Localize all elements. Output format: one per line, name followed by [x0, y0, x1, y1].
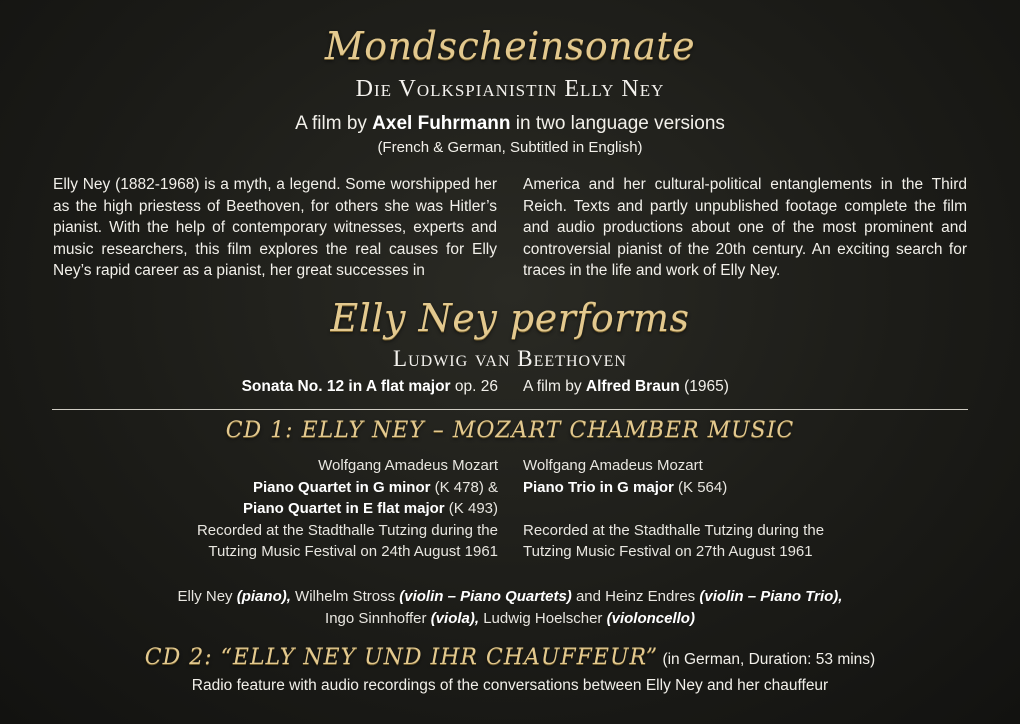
performers-line2: [0, 608, 1020, 630]
byline: [0, 113, 1020, 135]
film-director: Alfred Braun: [585, 378, 680, 395]
sonata-info: [52, 378, 498, 396]
film-credit: [523, 378, 729, 396]
cd1-left-composer: Wolfgang Amadeus Mozart: [318, 457, 498, 474]
cd1-right-column: [523, 455, 969, 563]
performer-stross-role: (violin – Piano Quartets): [399, 588, 572, 605]
cd1-right-recorded-line2: Tutzing Music Festival on 27th August 1961: [523, 543, 813, 560]
performer-ney: Elly Ney: [177, 588, 237, 605]
cd2-heading: [0, 645, 1020, 670]
cd1-left-work1: [52, 477, 498, 499]
byline-prefix: A film by: [295, 113, 373, 134]
description-column-left: Elly Ney (1882-1968) is a myth, a legend. Some worshipped her as the high priestess of Beethoven, for others she was Hitler’s pianist. With the help of contemporary witnesses, experts and music researchers, this film explores the real causes for Elly Ney’s rapid career as a pianist, her great successes in: [53, 176, 497, 279]
cd2-title: CD 2: “ELLY NEY UND IHR CHAUFFEUR”: [144, 645, 659, 670]
language-note: (French & German, Subtitled in English): [377, 139, 643, 156]
performers-line1: [0, 586, 1020, 608]
cd1-title: CD 1: ELLY NEY – MOZART CHAMBER MUSIC: [225, 418, 795, 443]
performer-hoelscher: Ludwig Hoelscher: [479, 610, 607, 627]
film-year: (1965): [679, 378, 729, 395]
cd1-left-work2-title: Piano Quartet in E flat major: [242, 500, 445, 517]
film-credit-prefix: A film by: [523, 378, 586, 395]
performer-hoelscher-role: (violoncello): [606, 610, 695, 627]
cd1-left-recorded-line1: Recorded at the Stadthalle Tutzing during the: [196, 521, 498, 539]
cd1-right-composer: Wolfgang Amadeus Mozart: [523, 457, 703, 474]
performer-endres: and Heinz Endres: [571, 588, 700, 605]
cd1-left-work2-catalog: (K 493): [444, 500, 498, 517]
performer-sinnhoffer-role: (viola),: [430, 610, 480, 627]
cd1-left-recorded-line2: Tutzing Music Festival on 24th August 1961: [208, 543, 498, 560]
composer-name: Ludwig van Beethoven: [393, 346, 627, 371]
cd2-note: (in German, Duration: 53 mins): [658, 651, 876, 668]
cd1-left-column: [52, 455, 498, 563]
performer-sinnhoffer: Ingo Sinnhoffer: [325, 610, 431, 627]
cd1-right-recorded-line1: Recorded at the Stadthalle Tutzing during the: [523, 521, 825, 539]
cd2-description: Radio feature with audio recordings of the conversations between Elly Ney and her chauffeur: [191, 677, 829, 694]
director-name: Axel Fuhrmann: [372, 113, 511, 134]
sonata-opus: op. 26: [450, 378, 498, 395]
cd1-left-work2: [52, 498, 498, 520]
sonata-title: Sonata No. 12 in A flat major: [241, 378, 451, 395]
cd1-left-work1-catalog: (K 478) &: [430, 478, 498, 496]
performer-ney-role: (piano),: [236, 588, 291, 605]
subtitle: Die Volkspianistin Elly Ney: [355, 76, 665, 102]
byline-suffix: in two language versions: [510, 113, 725, 134]
cd1-right-work: [523, 477, 969, 499]
cd1-left-work1-title: Piano Quartet in G minor: [252, 478, 431, 496]
performer-stross: Wilhelm Stross: [290, 588, 400, 605]
spacer: [523, 498, 969, 520]
cd1-right-work-catalog: (K 564): [673, 478, 728, 496]
description-column-right: America and her cultural-political entanglements in the Third Reich. Texts and partly unpublished footage complete the film and audio productions about one of the most prominent and controversial pianist of the 20th century. An exciting search for traces in the life and work of Elly Ney.: [523, 176, 967, 279]
section-divider: [52, 409, 968, 410]
cd1-right-work-title: Piano Trio in G major: [523, 478, 674, 496]
main-title: Mondscheinsonate: [324, 24, 696, 68]
performer-endres-role: (violin – Piano Trio),: [699, 588, 843, 605]
performs-title: Elly Ney performs: [330, 296, 690, 340]
